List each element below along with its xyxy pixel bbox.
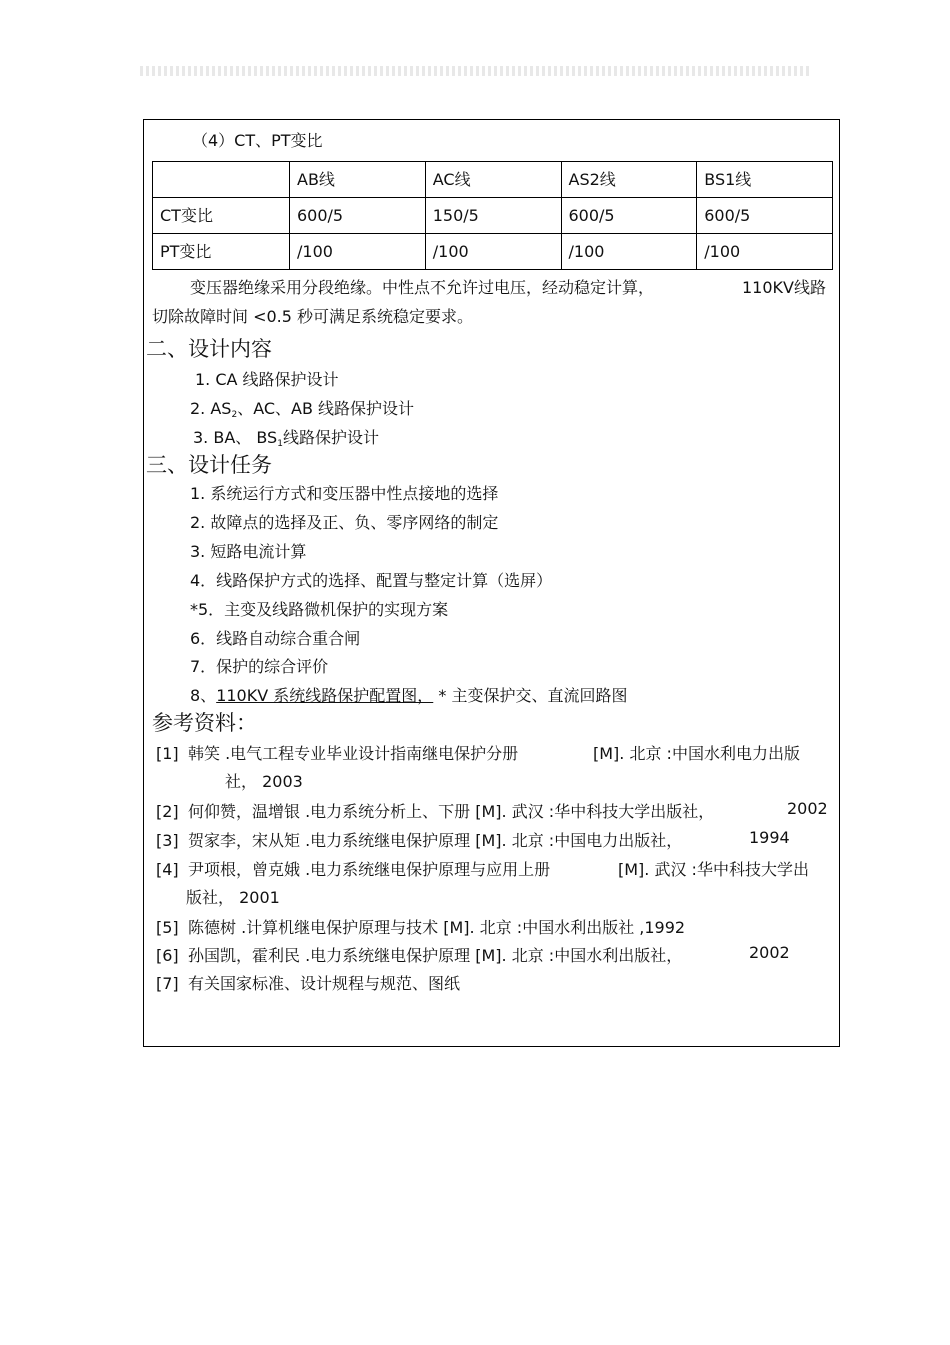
reference-text: 韩笑 .电气工程专业毕业设计指南继电保护分册 xyxy=(188,744,519,763)
reference-text: 陈德树 .计算机继电保护原理与技术 [M]. 北京 :中国水利出版社 ,1992 xyxy=(188,918,686,937)
table-header-cell: BS1线 xyxy=(697,162,833,198)
reference-number: [2] xyxy=(156,802,179,821)
table-header-cell: AS2线 xyxy=(561,162,697,198)
reference-item xyxy=(156,943,682,966)
section-heading-ct-pt: （4）CT、PT变比 xyxy=(192,131,323,150)
task-item: 2. 故障点的选择及正、负、零序网络的制定 xyxy=(190,513,499,532)
reference-continuation: 版社， 2001 xyxy=(186,888,280,907)
reference-publisher: [M]. 北京 :中国水利电力出版 xyxy=(593,744,800,763)
ct-pt-ratio-table xyxy=(152,161,833,270)
table-header-cell: AB线 xyxy=(290,162,426,198)
table-header-cell: AC线 xyxy=(425,162,561,198)
table-cell: /100 xyxy=(561,234,697,270)
item-prefix: 3. BA、 BS xyxy=(193,428,278,447)
references-heading: 参考资料： xyxy=(152,711,257,735)
item-subscript: 2 xyxy=(231,410,238,420)
task-item: 7．保护的综合评价 xyxy=(190,657,329,676)
table-cell: 600/5 xyxy=(290,198,426,234)
reference-continuation: 社， 2003 xyxy=(225,772,303,791)
reference-item xyxy=(156,799,714,822)
reference-publisher: [M]. 武汉 :华中科技大学出 xyxy=(618,860,809,879)
design-tasks-heading: 三、设计任务 xyxy=(146,453,272,477)
item-suffix: 、AC、AB 线路保护设计 xyxy=(237,399,415,418)
reference-year: 2002 xyxy=(749,943,790,962)
item-subscript: 1 xyxy=(277,439,283,449)
task-item-underlined: 110KV 系统线路保护配置图， xyxy=(216,686,434,705)
table-cell: /100 xyxy=(425,234,561,270)
table-cell: /100 xyxy=(697,234,833,270)
reference-year: 2002 xyxy=(787,799,828,818)
task-item xyxy=(190,683,627,706)
task-item: *5．主变及线路微机保护的实现方案 xyxy=(190,600,449,619)
item-prefix: 2. AS xyxy=(190,399,232,418)
task-item: 1. 系统运行方式和变压器中性点接地的选择 xyxy=(190,484,499,503)
table-header-row xyxy=(153,162,833,198)
task-item-suffix: * 主变保护交、直流回路图 xyxy=(433,686,628,705)
design-content-heading: 二、设计内容 xyxy=(146,337,272,361)
reference-item xyxy=(156,828,682,851)
reference-number: [6] xyxy=(156,946,179,965)
reference-number: [5] xyxy=(156,918,179,937)
reference-item xyxy=(156,971,460,994)
header-noise-strip xyxy=(140,66,810,76)
reference-text: 贺家李，宋从矩 .电力系统继电保护原理 [M]. 北京 :中国电力出版社， xyxy=(188,831,683,850)
note-line-1-right: 110KV线路 xyxy=(742,278,826,297)
table-cell: PT变比 xyxy=(153,234,290,270)
table-cell: 600/5 xyxy=(697,198,833,234)
reference-text: 尹项根，曾克娥 .电力系统继电保护原理与应用上册 xyxy=(188,860,551,879)
table-cell: 600/5 xyxy=(561,198,697,234)
reference-item xyxy=(156,741,518,764)
task-item: 6．线路自动综合重合闸 xyxy=(190,629,361,648)
reference-text: 何仰赞，温增银 .电力系统分析上、下册 [M]. 武汉 :华中科技大学出版社， xyxy=(188,802,715,821)
design-content-item: 1. CA 线路保护设计 xyxy=(195,370,339,389)
reference-number: [4] xyxy=(156,860,179,879)
design-content-item xyxy=(190,396,414,420)
reference-text: 有关国家标准、设计规程与规范、图纸 xyxy=(188,974,461,993)
reference-number: [3] xyxy=(156,831,179,850)
table-cell: /100 xyxy=(290,234,426,270)
reference-item xyxy=(156,915,685,938)
task-item: 4．线路保护方式的选择、配置与整定计算（选屏） xyxy=(190,571,553,590)
reference-number: [1] xyxy=(156,744,179,763)
table-header-cell xyxy=(153,162,290,198)
table-cell: CT变比 xyxy=(153,198,290,234)
note-line-1: 变压器绝缘采用分段绝缘。中性点不允许过电压，经动稳定计算， xyxy=(190,278,655,297)
reference-year: 1994 xyxy=(749,828,790,847)
reference-text: 孙国凯，霍利民 .电力系统继电保护原理 [M]. 北京 :中国水利出版社， xyxy=(188,946,683,965)
reference-item xyxy=(156,857,550,880)
table-row xyxy=(153,198,833,234)
note-line-2: 切除故障时间 <0.5 秒可满足系统稳定要求。 xyxy=(152,307,474,326)
table-cell: 150/5 xyxy=(425,198,561,234)
task-item-prefix: 8、 xyxy=(190,686,217,705)
design-content-item xyxy=(193,425,379,449)
item-suffix: 线路保护设计 xyxy=(282,428,379,447)
reference-number: [7] xyxy=(156,974,179,993)
task-item: 3. 短路电流计算 xyxy=(190,542,307,561)
table-row xyxy=(153,234,833,270)
